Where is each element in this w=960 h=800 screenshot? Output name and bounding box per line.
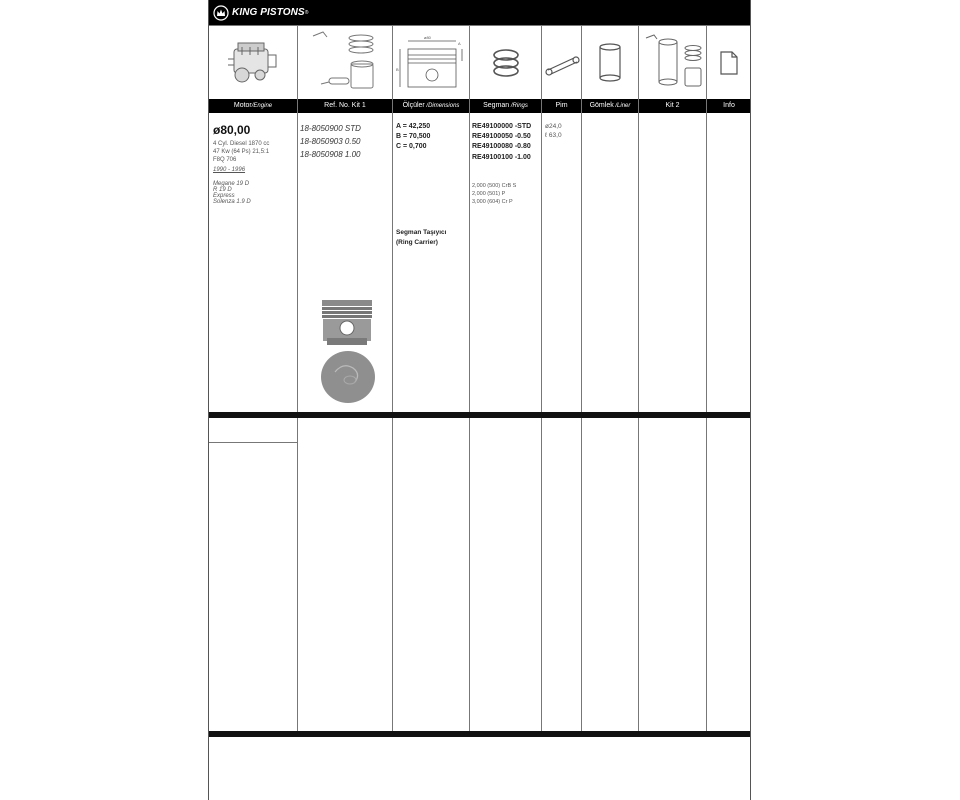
kit1-image: [298, 26, 392, 99]
piston-dimension-drawing: [394, 31, 468, 95]
dimensions-image: [393, 26, 469, 99]
liner-image: [582, 26, 638, 99]
document-icon: [719, 50, 739, 76]
engine-model: Megane 19 D: [213, 181, 250, 187]
piston-kit-icon: [305, 28, 385, 98]
info-image: [707, 26, 751, 99]
col-label-engine: Motor/Engine: [209, 99, 297, 113]
svg-text:B: B: [396, 66, 399, 72]
pin-length: ℓ 63,0: [545, 132, 562, 139]
grid-divider: [209, 442, 297, 443]
engine-image: [209, 26, 297, 99]
engine-desc: 4 Cyl. Diesel 1870 cc: [213, 141, 270, 147]
piston-side-photo: [317, 298, 377, 348]
pin-diameter: ø24,0: [545, 123, 562, 130]
dimension-a: A = 42,250: [396, 123, 431, 130]
catalog-sheet: [208, 0, 751, 800]
ring-spec: 2,000 (501) P: [472, 191, 506, 197]
svg-text:A: A: [458, 40, 461, 46]
dimension-b: B = 70,500: [396, 133, 431, 140]
brand-bar: [209, 0, 750, 25]
ring-spec: 2,000 (500) CrB S: [472, 183, 517, 189]
ring-code: RE49100050 -0.50: [472, 133, 531, 140]
ref-number: 18-8050908 1.00: [300, 150, 361, 159]
piston-pin-icon: [544, 48, 580, 78]
grid-divider: [581, 26, 582, 731]
ring-code: RE49100000 -STD: [472, 123, 532, 130]
ring-carrier-label: Segman Taşıyıcı: [396, 229, 447, 236]
col-label-dimensions: Ölçüler /Dimensions: [393, 99, 469, 113]
engine-icon: [222, 35, 284, 91]
king-pistons-logo: [213, 3, 308, 22]
engine-power: 47 Kw (64 Ps) 21,5:1: [213, 149, 270, 155]
engine-code: F8Q 706: [213, 157, 237, 163]
engine-diameter: ø80,00: [213, 123, 251, 137]
svg-text:ø80: ø80: [424, 34, 431, 40]
col-label-kit1: Ref. No. Kit 1: [298, 99, 392, 113]
piston-crown-photo: [317, 350, 379, 404]
col-label-info: Info: [707, 99, 751, 113]
ring-code: RE49100100 -1.00: [472, 154, 531, 161]
section-separator: [209, 412, 750, 418]
brand-name: KING PISTONS: [232, 7, 305, 18]
grid-divider: [706, 26, 707, 731]
kit2-image: [639, 26, 706, 99]
cylinder-liner-icon: [595, 42, 625, 84]
engine-model: Solenza 1.9 D: [213, 199, 251, 205]
pin-image: [542, 26, 581, 99]
engine-years: 1990 - 1996: [213, 167, 246, 173]
liner-kit-icon: [642, 32, 704, 94]
ring-code: RE49100080 -0.80: [472, 143, 531, 150]
section-separator: [209, 731, 750, 737]
rings-image: [470, 26, 541, 99]
grid-divider: [297, 26, 298, 731]
grid-divider: [209, 25, 750, 26]
grid-divider: [541, 26, 542, 731]
engine-model: Express: [213, 193, 235, 199]
grid-divider: [469, 26, 470, 731]
grid-divider: [392, 26, 393, 731]
ring-spec: 3,000 (604) Cr P: [472, 199, 513, 205]
col-label-kit2: Kit 2: [639, 99, 706, 113]
engine-model: R 19 D: [213, 187, 232, 193]
grid-divider: [638, 26, 639, 731]
col-label-pin: Pim: [542, 99, 581, 113]
rings-icon: [486, 43, 526, 83]
col-label-rings: Segman /Rings: [470, 99, 541, 113]
ring-carrier-label-en: (Ring Carrier): [396, 239, 438, 246]
ref-number: 18-8050903 0.50: [300, 137, 361, 146]
brand-tm: ®: [304, 9, 309, 16]
crown-icon: [213, 5, 229, 21]
col-label-liner: Gömlek /Liner: [582, 99, 638, 113]
dimension-c: C = 0,700: [396, 143, 427, 150]
ref-number: 18-8050900 STD: [300, 124, 361, 133]
